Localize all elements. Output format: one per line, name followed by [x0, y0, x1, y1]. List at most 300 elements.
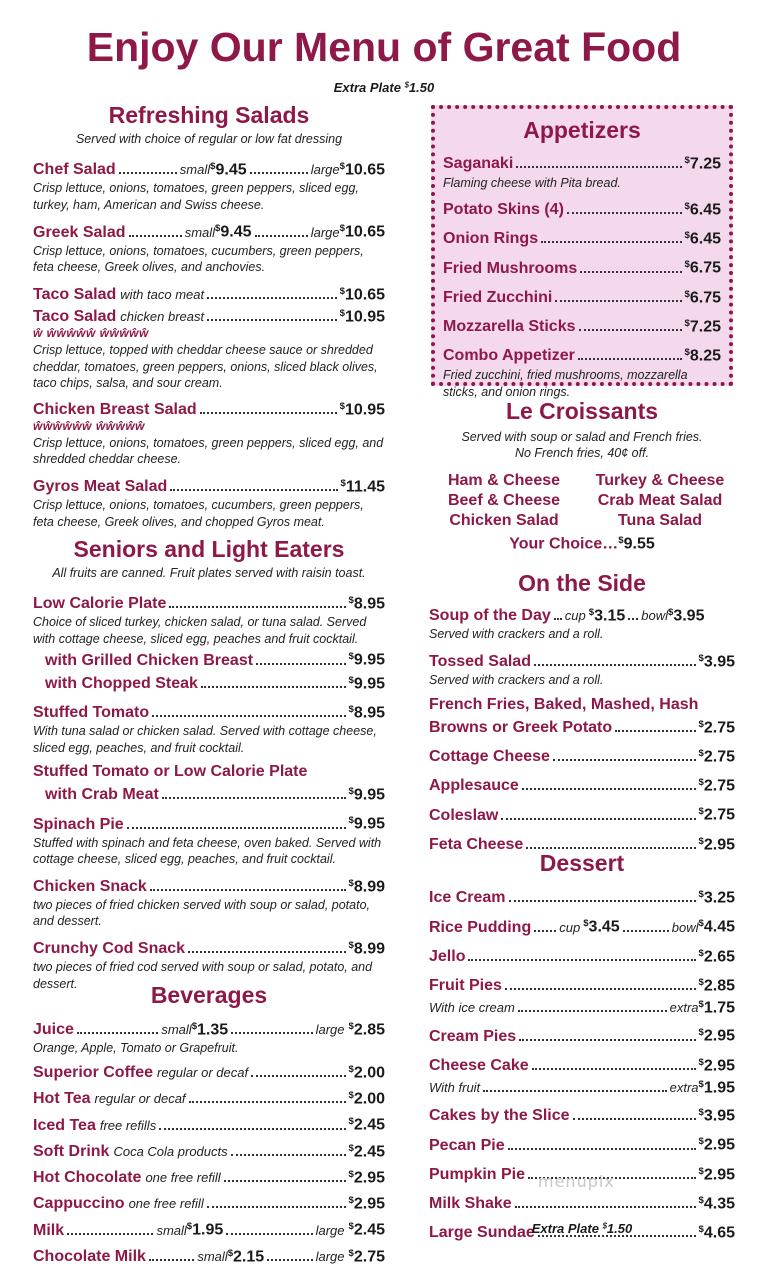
- price-value: 10.65: [344, 223, 386, 241]
- menu-item-greek-salad: [33, 219, 385, 275]
- menu-item-spinach-pie: [33, 811, 385, 867]
- item-note: free refills: [99, 1117, 157, 1133]
- extra-option-label: With fruit: [429, 1080, 481, 1096]
- price-value: 7.25: [689, 155, 721, 173]
- dot-leader: [189, 1101, 346, 1103]
- size-small-price: [215, 219, 251, 242]
- price-value: 4.35: [703, 1195, 735, 1213]
- menu-item-ice-cream: [429, 885, 735, 908]
- item-row: [33, 782, 385, 805]
- item-row: [429, 715, 735, 738]
- item-row: [33, 157, 385, 180]
- extra-price: [699, 1076, 735, 1097]
- price-value: 2.95: [703, 1136, 735, 1154]
- item-row: [429, 914, 735, 937]
- item-price: [699, 773, 735, 796]
- item-description: Fried zucchini, fried mushrooms, mozzarella sticks, and onion rings.: [443, 368, 688, 399]
- section-title-dessert: Dessert: [539, 850, 625, 876]
- item-name: Coleslaw: [429, 806, 499, 824]
- item-description: Served with crackers and a roll.: [429, 627, 604, 642]
- currency-symbol: $: [667, 607, 674, 618]
- item-row: [429, 649, 735, 672]
- dot-leader: [152, 715, 345, 717]
- item-name: Stuffed Tomato: [33, 704, 150, 722]
- dot-leader: [224, 1180, 346, 1182]
- size-small-label: small: [179, 162, 211, 178]
- currency-symbol: $: [588, 607, 595, 618]
- item-name: Saganaki: [443, 155, 514, 173]
- item-description: Orange, Apple, Tomato or Grapefruit.: [33, 1041, 239, 1056]
- salads-section: [33, 102, 385, 530]
- item-name: Large Sundae: [429, 1224, 535, 1242]
- dot-leader: [516, 166, 681, 168]
- item-row: [429, 1191, 735, 1214]
- currency-symbol: $: [698, 1136, 704, 1148]
- price-value: 1.75: [703, 999, 735, 1017]
- menu-item-gyros-meat-salad: [33, 474, 385, 530]
- price-value: 4.45: [703, 918, 735, 936]
- dot-leader: [579, 329, 682, 331]
- dot-leader: [226, 1233, 312, 1235]
- dietary-icons: ŵŵŵŵŵŵ ŵŵŵŵŵ: [33, 418, 146, 433]
- price-value: 3.45: [588, 918, 620, 936]
- price-value: 2.85: [353, 1021, 385, 1039]
- price-value: 2.45: [353, 1116, 385, 1134]
- currency-symbol: $: [348, 1221, 354, 1233]
- price-value: 2.15: [233, 1247, 265, 1265]
- menu-item: [429, 1103, 735, 1126]
- item-price: [340, 282, 385, 305]
- item-name: Milk Shake: [429, 1195, 512, 1213]
- item-row: [443, 196, 721, 221]
- dot-leader: [207, 1206, 346, 1208]
- price-value: 2.75: [703, 806, 735, 824]
- size-small-label: small: [161, 1022, 192, 1038]
- menu-item: [443, 254, 721, 279]
- section-title-appetizers: Appetizers: [523, 117, 641, 143]
- item-row: [429, 1053, 735, 1076]
- dot-leader: [541, 241, 681, 243]
- item-name: Cakes by the Slice: [429, 1107, 570, 1125]
- croissants-section: [429, 398, 735, 554]
- item-price: [340, 305, 385, 326]
- item-name: with Crab Meat: [45, 786, 159, 804]
- item-name: Soft Drink: [33, 1142, 110, 1160]
- dot-leader: [526, 847, 695, 849]
- item-price: [699, 715, 735, 738]
- size-bowl-label: bowl: [671, 919, 699, 935]
- item-price: [699, 914, 735, 937]
- section-title-side: On the Side: [518, 570, 646, 596]
- currency-symbol: $: [602, 1221, 607, 1231]
- item-row: [33, 700, 385, 723]
- item-price: [699, 944, 735, 967]
- dot-leader: [534, 930, 556, 932]
- currency-symbol: $: [684, 288, 690, 300]
- currency-symbol: $: [698, 835, 704, 847]
- item-name: Taco Salad: [33, 308, 117, 326]
- price-value: 10.95: [344, 308, 385, 326]
- item-price: [685, 225, 721, 250]
- menu-item: [33, 1191, 385, 1214]
- extra-option-row: [429, 996, 735, 1017]
- item-name: Fruit Pies: [429, 977, 502, 995]
- dot-leader: [628, 618, 638, 620]
- item-name: Fried Mushrooms: [443, 259, 578, 277]
- item-price: [699, 1023, 735, 1046]
- size-cup-label: cup: [564, 608, 586, 624]
- price-value: 9.95: [353, 815, 385, 833]
- item-row: [33, 1060, 385, 1083]
- item-row: [33, 219, 385, 242]
- item-price: [349, 1060, 385, 1083]
- item-price: [349, 782, 385, 805]
- size-small-label: small: [156, 1222, 187, 1238]
- dot-leader: [580, 271, 681, 273]
- menu-item: [33, 1165, 385, 1188]
- choice-label: Your Choice…: [509, 535, 619, 553]
- dot-leader: [532, 1068, 696, 1070]
- dot-leader: [518, 1010, 667, 1012]
- item-row: [443, 342, 721, 367]
- currency-symbol: $: [698, 652, 704, 664]
- item-price: [349, 1086, 385, 1109]
- item-row: [33, 1017, 385, 1040]
- dot-leader: [515, 1206, 696, 1208]
- item-price: [341, 474, 386, 497]
- currency-symbol: $: [698, 1027, 704, 1039]
- price-value: 2.95: [703, 1027, 735, 1045]
- dot-leader: [149, 1259, 194, 1261]
- item-row: [33, 398, 385, 419]
- dot-leader: [468, 959, 695, 961]
- currency-symbol: $: [348, 939, 354, 951]
- item-name: Tossed Salad: [429, 653, 531, 671]
- size-small-price: [228, 1244, 264, 1267]
- price-value: 2.45: [353, 1142, 385, 1160]
- extra-plate-price: 1.50: [606, 1221, 633, 1236]
- currency-symbol: $: [404, 80, 409, 90]
- extra-word: extra: [669, 1000, 699, 1016]
- price-value: 2.85: [703, 977, 735, 995]
- menu-item: [443, 313, 721, 338]
- currency-symbol: $: [348, 1116, 354, 1128]
- item-price: [685, 254, 721, 279]
- currency-symbol: $: [348, 1168, 354, 1180]
- item-name: Greek Salad: [33, 223, 126, 241]
- dot-leader: [207, 319, 336, 321]
- item-name: Browns or Greek Potato: [429, 718, 613, 736]
- price-value: 1.35: [197, 1021, 229, 1039]
- item-row: [33, 1139, 385, 1162]
- currency-symbol: $: [698, 718, 704, 730]
- item-name: Pecan Pie: [429, 1136, 505, 1154]
- seniors-section: [33, 536, 385, 992]
- dot-leader: [159, 1128, 345, 1130]
- price-value: 2.95: [703, 835, 735, 853]
- croissant-choice-price: [429, 531, 735, 554]
- dot-leader: [508, 1148, 696, 1150]
- dot-leader: [519, 1039, 695, 1041]
- price-value: 9.45: [220, 223, 252, 241]
- item-price: [349, 936, 385, 959]
- item-description: Flaming cheese with Pita bread.: [443, 176, 621, 191]
- dot-leader: [201, 686, 346, 688]
- item-name: Milk: [33, 1221, 65, 1239]
- dot-leader: [231, 1032, 312, 1034]
- item-name: Spinach Pie: [33, 815, 124, 833]
- price-value: 2.95: [353, 1169, 385, 1187]
- menu-item-juice: [33, 1017, 385, 1057]
- currency-symbol: $: [698, 1107, 704, 1119]
- item-price: [340, 398, 385, 419]
- salads-subtitle: Served with choice of regular or low fat dressing: [75, 132, 343, 146]
- currency-symbol: $: [698, 747, 704, 759]
- price-value: 6.45: [689, 201, 721, 219]
- menu-item-milk: [33, 1217, 385, 1240]
- dot-leader: [255, 235, 308, 237]
- currency-symbol: $: [348, 651, 354, 663]
- item-description: With tuna salad or chicken salad. Served with cottage cheese, sliced egg, peaches, and fruit cocktail.: [33, 724, 377, 755]
- currency-symbol: $: [698, 1165, 704, 1177]
- dot-leader: [188, 951, 345, 953]
- price-value: 11.45: [345, 478, 385, 496]
- price-value: 2.00: [353, 1064, 385, 1082]
- menu-item-rice-pudding: [429, 914, 735, 937]
- currency-symbol: $: [339, 307, 345, 319]
- currency-symbol: $: [684, 200, 690, 212]
- item-price: [699, 1132, 735, 1155]
- section-title-salads: Refreshing Salads: [108, 102, 310, 128]
- currency-symbol: $: [684, 259, 690, 271]
- item-name: Fried Zucchini: [443, 288, 553, 306]
- menu-item-taco-salad: [33, 282, 385, 392]
- size-large-label: large: [315, 1222, 345, 1238]
- menu-item-chocolate-milk: [33, 1244, 385, 1267]
- item-description: Crisp lettuce, onions, tomatoes, green peppers, sliced egg, and shredded cheddar cheese.: [33, 435, 384, 467]
- dot-leader: [251, 1075, 345, 1077]
- item-name: Chocolate Milk: [33, 1247, 146, 1265]
- dot-leader: [501, 818, 695, 820]
- section-title-seniors: Seniors and Light Eaters: [73, 536, 345, 562]
- item-heading-line: [33, 762, 385, 782]
- size-small-label: small: [197, 1248, 228, 1264]
- item-row: [429, 1132, 735, 1155]
- item-row: [33, 811, 385, 834]
- price-value: 6.75: [689, 288, 721, 306]
- price-value: 6.75: [689, 259, 721, 277]
- item-row: [33, 305, 385, 326]
- price-value: 2.75: [703, 748, 735, 766]
- item-price: [349, 671, 385, 694]
- currency-symbol: $: [210, 161, 216, 172]
- extra-option-row: [429, 1076, 735, 1097]
- dot-leader: [67, 1233, 153, 1235]
- item-price: [349, 1017, 385, 1040]
- price-value: 1.95: [703, 1079, 735, 1097]
- item-name: Soup of the Day: [429, 607, 551, 625]
- currency-symbol: $: [698, 1056, 704, 1068]
- item-price: [699, 1191, 735, 1214]
- currency-symbol: $: [698, 918, 704, 930]
- item-row: [429, 744, 735, 767]
- currency-symbol: $: [698, 806, 704, 818]
- menu-item: [429, 773, 735, 796]
- dot-leader: [169, 606, 345, 608]
- currency-symbol: $: [215, 223, 221, 235]
- currency-symbol: $: [348, 786, 354, 798]
- item-name: Stuffed Tomato or Low Calorie Plate: [33, 763, 308, 781]
- dot-leader: [162, 797, 346, 799]
- item-row: [443, 254, 721, 279]
- dot-leader: [127, 827, 346, 829]
- item-row: [33, 874, 385, 897]
- menu-item: [429, 744, 735, 767]
- currency-symbol: $: [191, 1021, 198, 1032]
- dot-leader: [77, 1032, 158, 1034]
- dot-leader: [534, 664, 696, 666]
- price-value: 8.99: [353, 940, 385, 958]
- price-value: 4.65: [703, 1224, 735, 1242]
- currency-symbol: $: [698, 1078, 704, 1090]
- price-value: 10.65: [344, 285, 385, 303]
- price-value: 3.95: [703, 1107, 735, 1125]
- price-value: 8.25: [689, 347, 721, 365]
- item-price: [349, 1244, 385, 1267]
- price-value: 2.75: [703, 777, 735, 795]
- item-price: [668, 603, 704, 626]
- item-price: [349, 700, 385, 723]
- item-name: Ice Cream: [429, 889, 506, 907]
- item-name: Cheese Cake: [429, 1056, 529, 1074]
- item-row: [443, 284, 721, 309]
- dot-leader: [573, 1118, 696, 1120]
- item-name: Cappuccino: [33, 1195, 125, 1213]
- appetizer-list: [443, 196, 721, 338]
- item-name: Chicken Snack: [33, 877, 147, 895]
- currency-symbol: $: [583, 918, 589, 930]
- size-large-label: large: [315, 1248, 345, 1264]
- item-name: Applesauce: [429, 777, 519, 795]
- currency-symbol: $: [340, 477, 346, 489]
- item-name: Onion Rings: [443, 230, 539, 248]
- item-name: Jello: [429, 947, 466, 965]
- price-value: 2.95: [703, 1165, 735, 1183]
- item-note: with taco meat: [120, 286, 205, 302]
- menu-item-french-fries: [429, 695, 735, 738]
- currency-symbol: $: [348, 595, 354, 606]
- size-small-label: small: [184, 224, 216, 240]
- item-price: [699, 802, 735, 825]
- currency-symbol: $: [339, 223, 345, 235]
- dot-leader: [554, 618, 562, 620]
- price-value: 8.95: [353, 595, 385, 613]
- currency-symbol: $: [227, 1247, 234, 1259]
- price-value: 9.45: [215, 161, 247, 179]
- item-description: two pieces of fried cod served with soup or salad, potato, and dessert.: [33, 960, 373, 991]
- item-description: two pieces of fried chicken served with soup or salad, potato, and dessert.: [33, 897, 370, 929]
- size-large-label: large: [315, 1022, 345, 1038]
- dot-leader: [119, 172, 177, 174]
- item-description: Crisp lettuce, onions, tomatoes, cucumbers, green peppers, feta cheese, Greek olives, and anchovies.: [33, 243, 364, 275]
- dot-leader: [615, 730, 695, 732]
- currency-symbol: $: [698, 1194, 704, 1206]
- menu-item-soup: [429, 603, 735, 643]
- dot-leader: [207, 297, 336, 299]
- menu-item: [33, 1139, 385, 1162]
- item-name: Mozzarella Sticks: [443, 318, 576, 336]
- currency-symbol: $: [348, 1142, 354, 1154]
- dot-leader: [578, 358, 682, 360]
- item-row: [33, 1112, 385, 1135]
- croissant-option: Turkey & Cheese: [595, 472, 725, 489]
- item-price: [349, 1165, 385, 1188]
- size-bowl-label: bowl: [641, 608, 668, 624]
- item-row: [33, 474, 385, 497]
- croissant-option: Beef & Cheese: [447, 492, 561, 509]
- item-description: Stuffed with spinach and feta cheese, oven baked. Served with cottage cheese, sliced egg, peaches, and fruit cocktail.: [33, 835, 382, 867]
- side-list: [429, 744, 735, 855]
- price-value: 2.00: [353, 1090, 385, 1108]
- dot-leader: [250, 172, 308, 174]
- item-price: [349, 647, 385, 670]
- price-value: 2.45: [353, 1221, 386, 1239]
- item-row: [33, 591, 385, 614]
- price-value: 2.75: [353, 1247, 386, 1265]
- item-name: Pumpkin Pie: [429, 1165, 526, 1183]
- extra-plate-top: [0, 80, 768, 95]
- menu-item-fruit-pies: [429, 973, 735, 1018]
- dietary-icons: ŵ ŵŵŵŵŵ ŵŵŵŵŵ: [33, 326, 149, 341]
- extra-option-label: With ice cream: [429, 1000, 515, 1016]
- dot-leader: [483, 1090, 666, 1092]
- menu-item: [443, 284, 721, 309]
- item-price: [699, 973, 735, 996]
- item-price: [685, 313, 721, 338]
- item-row: [429, 944, 735, 967]
- item-name: Low Calorie Plate: [33, 595, 167, 613]
- item-price: [699, 649, 735, 672]
- item-note: chicken breast: [120, 309, 205, 325]
- item-note: regular or decaf: [157, 1065, 249, 1081]
- menu-item-jello: [429, 944, 735, 967]
- item-name: Hot Chocolate: [33, 1169, 142, 1187]
- dot-leader: [522, 788, 696, 790]
- menu-item: [33, 1060, 385, 1083]
- item-note: one free refill: [128, 1196, 204, 1212]
- dot-leader: [129, 235, 182, 237]
- item-name: Cream Pies: [429, 1027, 517, 1045]
- appetizers-box: [431, 105, 733, 399]
- item-price: [340, 219, 385, 242]
- currency-symbol: $: [698, 1224, 704, 1236]
- price-value: 7.25: [689, 318, 721, 336]
- watermark: menupix: [538, 1172, 615, 1191]
- currency-symbol: $: [339, 161, 345, 172]
- currency-symbol: $: [618, 535, 624, 546]
- croissants-subtitle-1: Served with soup or salad and French fries.: [461, 430, 703, 444]
- price-value: 2.95: [353, 1195, 385, 1213]
- item-price: [699, 1053, 735, 1076]
- item-row: [33, 1165, 385, 1188]
- size-cup-price: [589, 603, 625, 626]
- currency-symbol: $: [684, 317, 690, 329]
- dot-leader: [170, 489, 337, 491]
- currency-symbol: $: [348, 674, 354, 686]
- price-value: 9.95: [353, 651, 385, 669]
- price-value: 9.95: [353, 674, 385, 692]
- dot-leader: [509, 900, 696, 902]
